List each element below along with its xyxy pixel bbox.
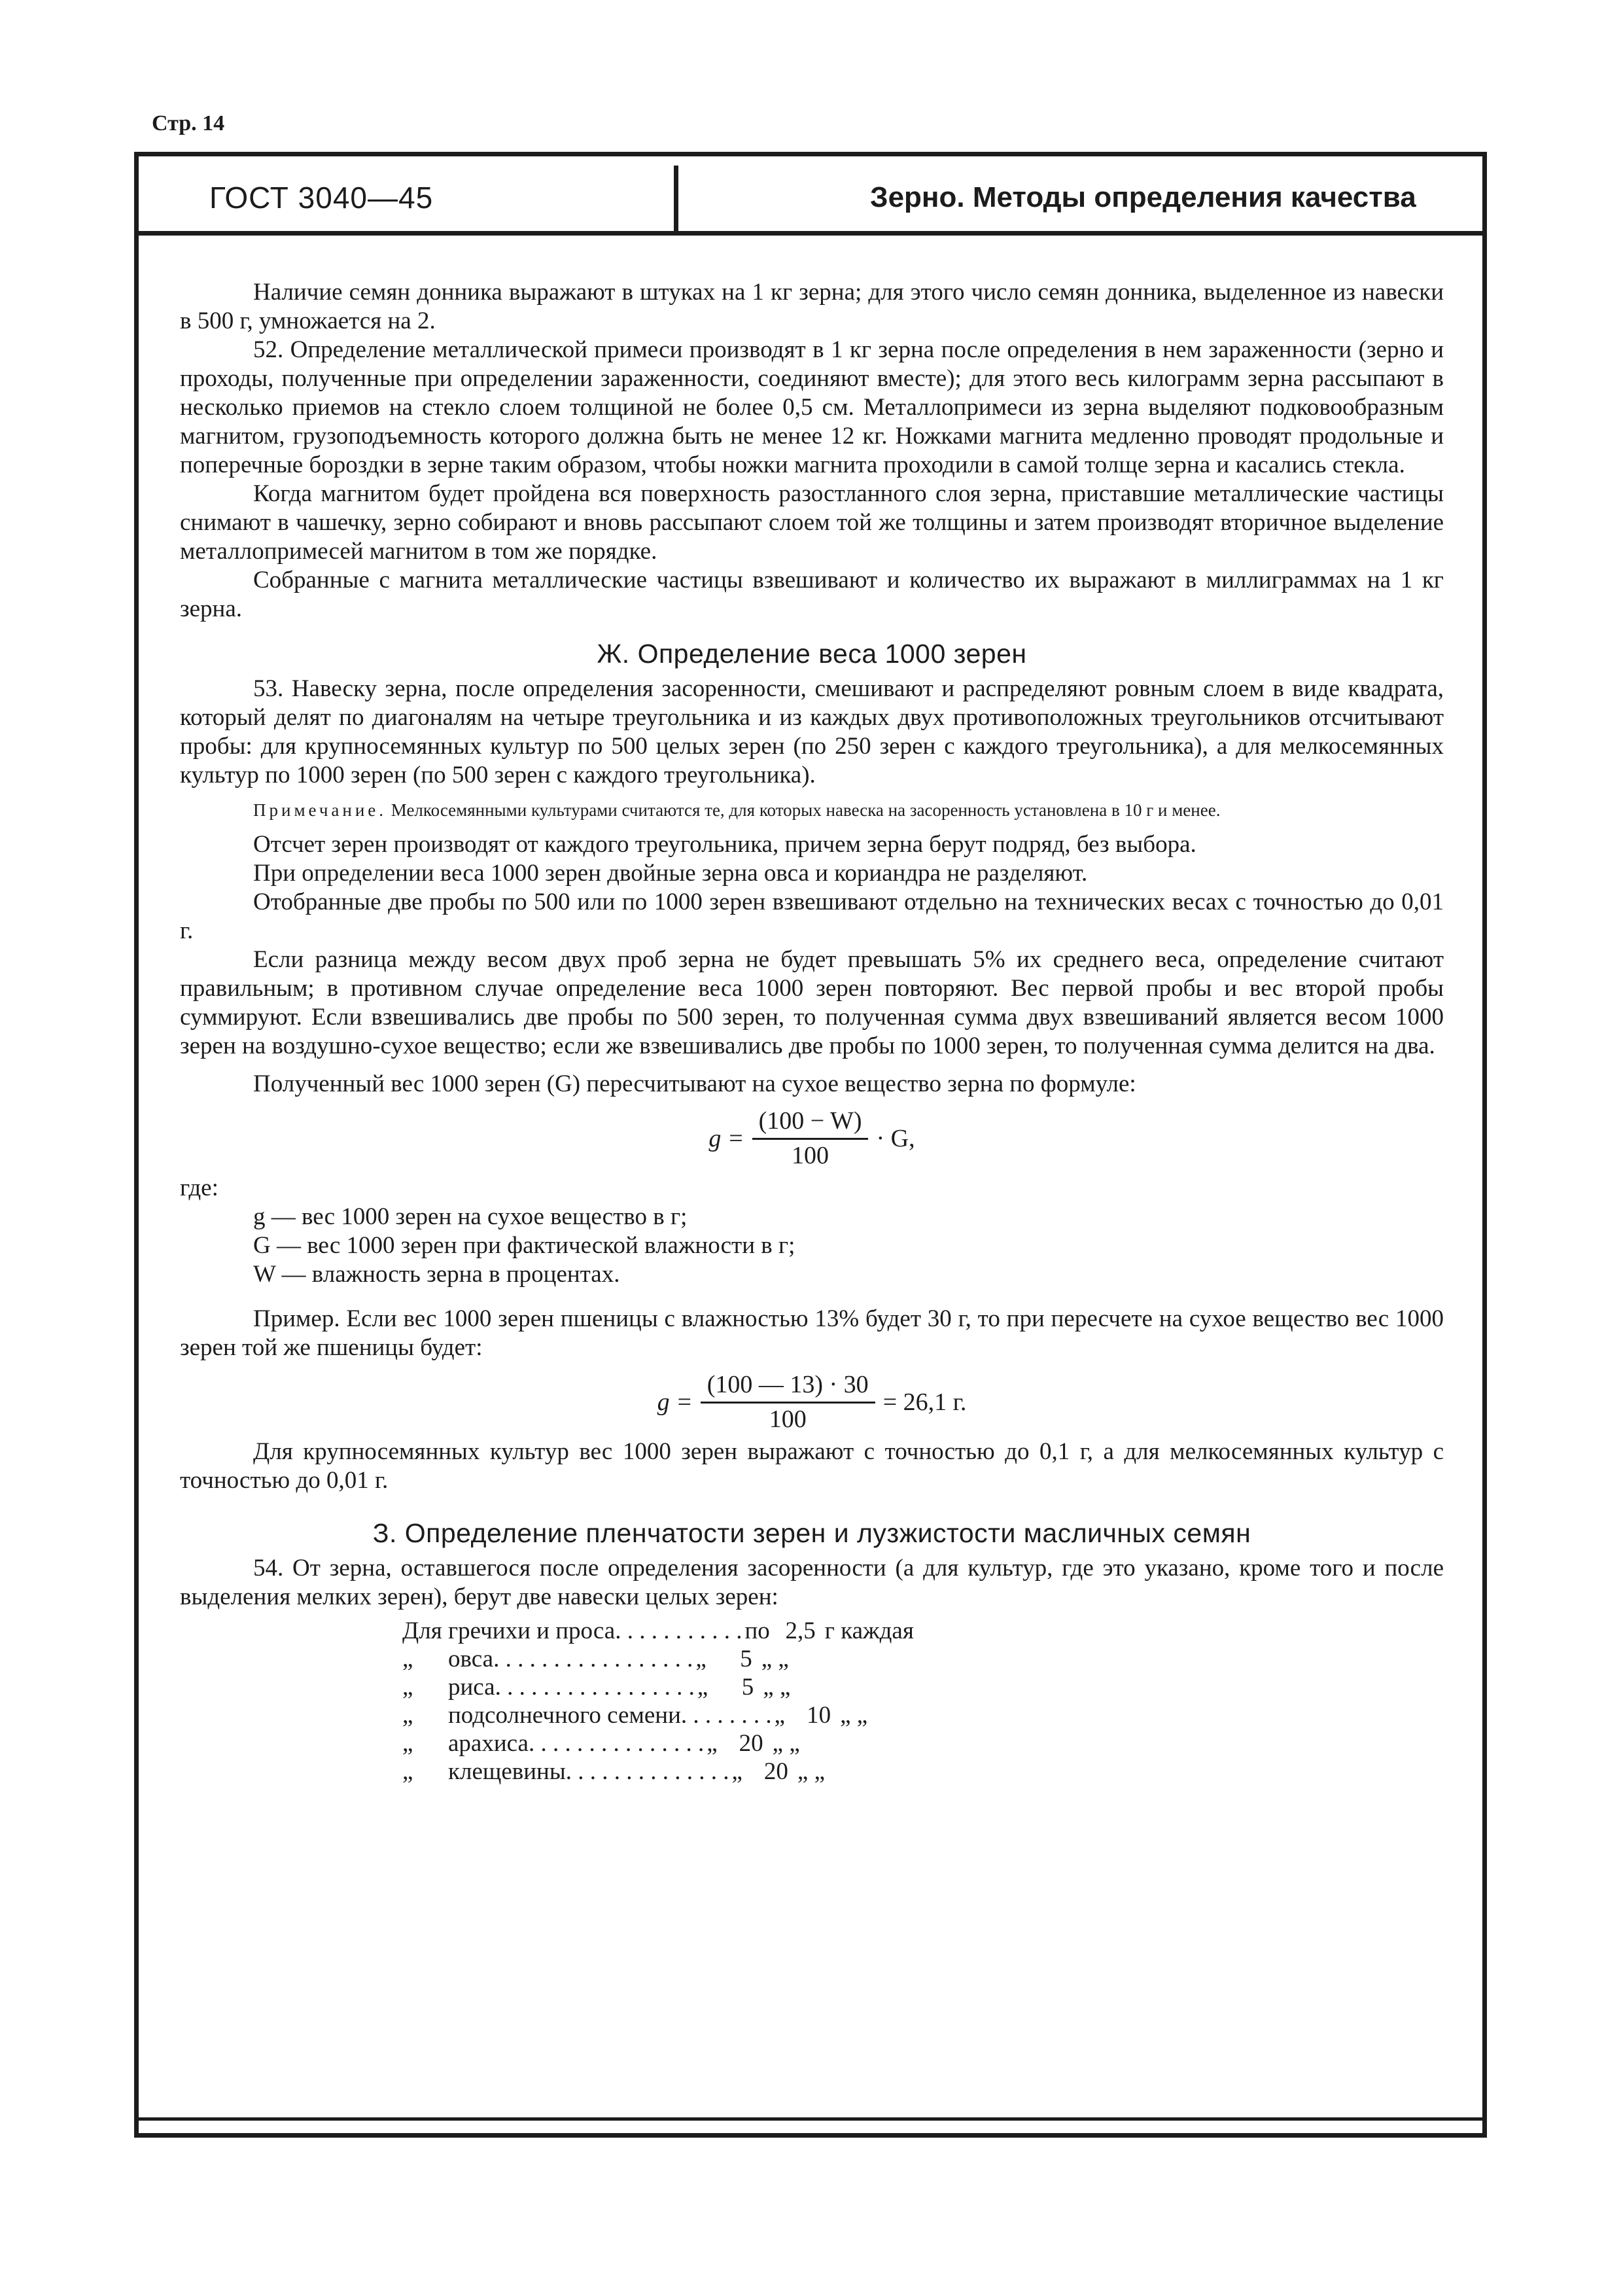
quantity-prefix: „ xyxy=(697,1674,708,1701)
section-heading: Ж. Определение веса 1000 зерен xyxy=(597,639,1027,669)
formula-rhs: = 26,1 г. xyxy=(882,1388,967,1416)
row-prefix: „ xyxy=(402,1702,413,1729)
fraction xyxy=(701,1370,875,1434)
quantity-prefix: „ xyxy=(731,1758,742,1785)
legend-item: G — вес 1000 зерен при фактической влажности в г; xyxy=(253,1232,795,1259)
fraction-numerator: (100 − W) xyxy=(752,1106,869,1140)
paragraph: Когда магнитом будет пройдена вся поверхность разостланного слоя зерна, приставшие металлические частицы снимают в чашечку, зерно собирают и вновь рассыпают слоем той же толщины и затем производят вторичное выделение металлопримесей магнитом в том же порядке. xyxy=(180,480,1444,565)
paragraph: Для крупносемянных культур вес 1000 зерен выражают с точностью до 0,1 г, а для мелкосемянных культур с точностью до 0,01 г. xyxy=(180,1438,1444,1494)
sample-weight-value: 5 xyxy=(741,1674,754,1701)
crop-name: арахиса xyxy=(448,1730,529,1757)
document-header xyxy=(134,152,1487,236)
sample-weight-row xyxy=(402,1701,1444,1729)
unit-label: „ „ xyxy=(797,1758,826,1785)
paragraph: Собранные с магнита металлические частицы взвешивают и количество их выражают в миллиграммах на 1 кг зерна. xyxy=(180,567,1444,622)
legend-item: W — влажность зерна в процентах. xyxy=(253,1261,620,1288)
quantity-prefix: „ xyxy=(774,1702,786,1729)
formula-legend xyxy=(253,1203,1444,1289)
paragraph: При определении веса 1000 зерен двойные зерна овса и кориандра не разделяют. xyxy=(253,860,1088,887)
quantity-prefix: „ xyxy=(707,1730,718,1757)
sample-weight-value: 5 xyxy=(740,1646,752,1672)
section-heading: З. Определение пленчатости зерен и лузжистости масличных семян xyxy=(372,1518,1251,1548)
fraction-denominator: 100 xyxy=(769,1405,807,1433)
sample-weight-row xyxy=(402,1757,1444,1786)
sample-weight-value: 20 xyxy=(739,1730,763,1757)
unit-label: г каждая xyxy=(824,1617,914,1644)
unit-label: „ „ xyxy=(763,1674,791,1701)
paragraph: 53. Навеску зерна, после определения засоренности, смешивают и распределяют ровным слоем в виде квадрата, который делят по диагоналям на четыре треугольника и из каждых двух противоположных треугольников отсчитывают пробы: для крупносемянных культур по 500 целых зерен (по 250 зерен с каждого треугольника), а для мелкосемянных культур по 1000 зерен (по 500 зерен с каждого треугольника). xyxy=(180,675,1444,788)
fraction-numerator: (100 — 13) · 30 xyxy=(701,1370,875,1404)
unit-label: „ „ xyxy=(840,1702,868,1729)
crop-name: риса xyxy=(448,1674,495,1701)
leader-dots: . . . . . . . . . . . . . . . . . xyxy=(493,1646,693,1672)
formula-example xyxy=(180,1370,1444,1434)
sample-weight-row xyxy=(402,1645,1444,1673)
standard-number: ГОСТ 3040—45 xyxy=(209,181,434,215)
unit-label: „ „ xyxy=(772,1730,800,1757)
sample-weight-value: 10 xyxy=(807,1702,831,1729)
formula-rhs: · G, xyxy=(876,1124,915,1152)
paragraph: Полученный вес 1000 зерен (G) пересчитывают на сухое вещество зерна по формуле: xyxy=(253,1070,1136,1097)
paragraph: Если разница между весом двух проб зерна не будет превышать 5% их среднего веса, определение считают правильным; в противном случае определение веса 1000 зерен повторяют. Вес первой пробы и вес второй пробы суммируют. Если взвешивались две пробы по 500 зерен, то полученная сумма двух взвешиваний является весом 1000 зерен на воздушно-сухое вещество; если же взвешивались две пробы по 1000 зерен, то полученная сумма делится на два. xyxy=(180,946,1444,1059)
quantity-prefix: по xyxy=(744,1617,770,1644)
paragraph: Отобранные две пробы по 500 или по 1000 зерен взвешивают отдельно на технических весах с точностью до 0,01 г. xyxy=(180,889,1444,944)
row-prefix: Для xyxy=(402,1617,442,1644)
formula-lhs: g = xyxy=(657,1388,693,1416)
sample-weight-row xyxy=(402,1617,1444,1645)
page-number: Стр. 14 xyxy=(152,111,225,135)
unit-label: „ „ xyxy=(761,1646,789,1672)
crop-name: овса xyxy=(448,1646,494,1672)
paragraph: 54. От зерна, оставшегося после определения засоренности (а для культур, где это указано, кроме того и после выделения мелких зерен), берут две навески целых зерен: xyxy=(180,1555,1444,1610)
row-prefix: „ xyxy=(402,1674,413,1701)
row-prefix: „ xyxy=(402,1730,413,1757)
leader-dots: . . . . . . . . . . . . . . xyxy=(565,1758,729,1785)
header-divider xyxy=(674,166,678,231)
crop-name: клещевины xyxy=(448,1758,566,1785)
sample-weight-value: 2,5 xyxy=(785,1617,816,1644)
crop-name: гречихи и проса xyxy=(448,1617,616,1644)
formula-dry-weight xyxy=(180,1106,1444,1170)
leader-dots: . . . . . . . . . . . . . . . xyxy=(528,1730,705,1757)
paragraph: Наличие семян донника выражают в штуках на 1 кг зерна; для этого число семян донника, выделенное из навески в 500 г, умножается на 2. xyxy=(180,279,1444,334)
document-body xyxy=(180,278,1444,1786)
fraction-denominator: 100 xyxy=(792,1142,829,1169)
note-text: Мелкосемянными культурами считаются те, для которых навеска на засоренность установлена в 10 г и менее. xyxy=(387,800,1221,820)
example-paragraph: Пример. Если вес 1000 зерен пшеницы с влажностью 13% будет 30 г, то при пересчете на сухое вещество вес 1000 зерен той же пшеницы будет: xyxy=(180,1305,1444,1361)
document-title: Зерно. Методы определения качества xyxy=(870,181,1416,213)
paragraph: 52. Определение металлической примеси производят в 1 кг зерна после определения в нем зараженности (зерно и проходы, полученные при определении зараженности, соединяют вместе); для этого весь килограмм зерна рассыпают в несколько приемов на стекло слоем толщиной не более 0,5 см. Металлопримеси из зерна выделяют подковообразным магнитом, грузоподъемность которого должна быть не менее 12 кг. Ножками магнита медленно проводят продольные и поперечные бороздки в зерне таким образом, чтобы ножки магнита проходили в самой толще зерна и касались стекла. xyxy=(180,336,1444,478)
crop-name: подсолнечного семени xyxy=(448,1702,681,1729)
row-prefix: „ xyxy=(402,1758,413,1785)
formula-lhs: g = xyxy=(708,1124,744,1152)
note-label: Примечание. xyxy=(253,800,387,820)
paragraph: Отсчет зерен производят от каждого треугольника, причем зерна берут подряд, без выбора. xyxy=(253,831,1196,858)
bottom-rule xyxy=(139,2117,1482,2121)
quantity-prefix: „ xyxy=(695,1646,707,1672)
fraction xyxy=(752,1106,869,1170)
sample-weight-list xyxy=(402,1617,1444,1786)
row-prefix: „ xyxy=(402,1646,413,1672)
note xyxy=(180,800,1444,820)
sample-weight-row xyxy=(402,1673,1444,1701)
leader-dots: . . . . . . . . . . . . . . . . . xyxy=(495,1674,695,1701)
sample-weight-row xyxy=(402,1729,1444,1757)
where-label: где: xyxy=(180,1174,218,1201)
legend-item: g — вес 1000 зерен на сухое вещество в г; xyxy=(253,1203,688,1230)
leader-dots: . . . . . . . . . . . xyxy=(615,1617,742,1644)
leader-dots: . . . . . . . . xyxy=(680,1702,772,1729)
sample-weight-value: 20 xyxy=(763,1758,788,1785)
